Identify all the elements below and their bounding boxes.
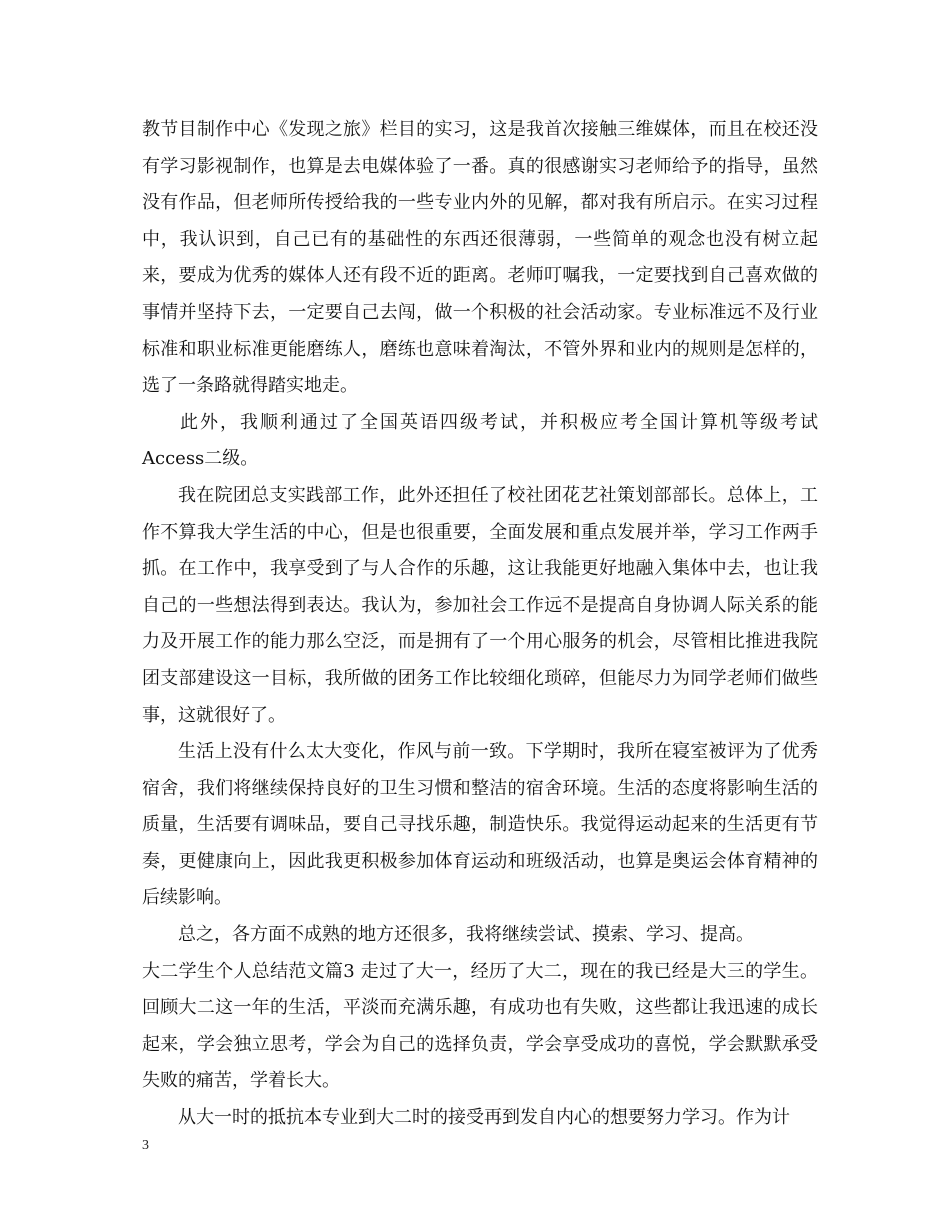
paragraph-major: 从大一时的抵抗本专业到大二时的接受再到发自内心的想要努力学习。作为计 [178,1107,790,1129]
page-number: 3 [142,1138,149,1153]
section-heading: 大二学生个人总结范文篇3 [142,960,355,982]
paragraph-internship: 教节目制作中心《发现之旅》栏目的实习，这是我首次接触三维媒体，而且在校还没有学习影视制作，也算是去电媒体验了一番。真的很感谢实习老师给予的指导，虽然没有作品，但老师所传授给我的一些专业内外的见解，都对我有所启示。在实习过程中，我认识到，自己已有的基础性的东西还很薄弱，一些简单的观念也没有树立起来，要成为优秀的媒体人还有段不近的距离。老师叮嘱我，一定要找到自己喜欢做的事情并坚持下去，一定要自己去闯，做一个积极的社会活动家。专业标准远不及行业标准和职业标准更能磨练人，磨练也意味着淘汰，不管外界和业内的规则是怎样的，选了一条路就得踏实地走。 [142,119,818,397]
paragraph-section-three [142,954,818,1100]
paragraph-student-work: 我在院团总支实践部工作，此外还担任了校社团花艺社策划部部长。总体上，工作不算我大学生活的中心，但是也很重要，全面发展和重点发展并举，学习工作两手抓。在工作中，我享受到了与人合作的乐趣，这让我能更好地融入集体中去，也让我自己的一些想法得到表达。我认为，参加社会工作远不是提高自身协调人际关系的能力及开展工作的能力那么空泛，而是拥有了一个用心服务的机会，尽管相比推进我院团支部建设这一目标，我所做的团务工作比较细化琐碎，但能尽力为同学老师们做些事，这就很好了。 [142,484,818,726]
paragraph-exams: 此外，我顺利通过了全国英语四级考试，并积极应考全国计算机等级考试Access二级。 [142,411,818,470]
paragraph-life: 生活上没有什么太大变化，作风与前一致。下学期时，我所在寝室被评为了优秀宿舍，我们将继续保持良好的卫生习惯和整洁的宿舍环境。生活的态度将影响生活的质量，生活要有调味品，要自己寻找乐趣，制造快乐。我觉得运动起来的生活更有节奏，更健康向上，因此我更积极参加体育运动和班级活动，也算是奥运会体育精神的后续影响。 [142,741,818,909]
section-three-text: 走过了大一，经历了大二，现在的我已经是大三的学生。回顾大二这一年的生活，平淡而充满乐趣，有成功也有失败，这些都让我迅速的成长起来，学会独立思考，学会为自己的选择负责，学会享受成功的喜悦，学会默默承受失败的痛苦，学着长大。 [142,960,819,1092]
paragraph-conclusion: 总之，各方面不成熟的地方还很多，我将继续尝试、摸索、学习、提高。 [178,924,754,946]
document-body [142,112,818,1137]
